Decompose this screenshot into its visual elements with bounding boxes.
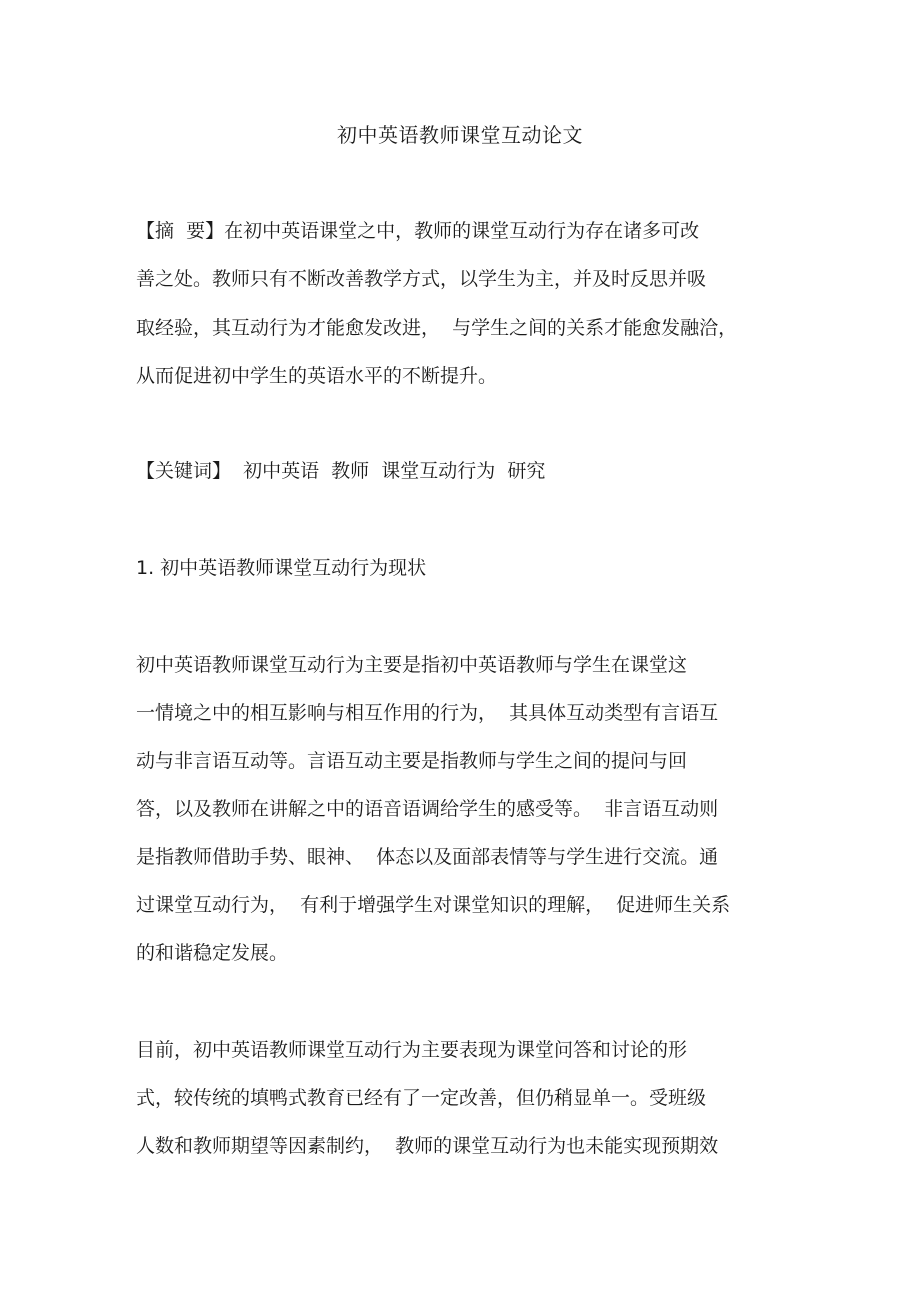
paragraph-line: 人数和教师期望等因素制约， 教师的课堂互动行为也未能实现预期效 <box>136 1135 719 1157</box>
keywords-line: 【关键词】 初中英语 教师 课堂互动行为 研究 <box>136 460 546 482</box>
abstract-line: 从而促进初中学生的英语水平的不断提升。 <box>136 365 498 387</box>
abstract-line: 善之处。教师只有不断改善教学方式，以学生为主，并及时反思并吸 <box>136 268 707 290</box>
paragraph-line: 一情境之中的相互影响与相互作用的行为， 其具体互动类型有言语互 <box>136 702 719 724</box>
section-heading: 1. 初中英语教师课堂互动行为现状 <box>136 557 427 579</box>
paragraph-line: 式，较传统的填鸭式教育已经有了一定改善，但仍稍显单一。受班级 <box>136 1087 707 1109</box>
paragraph-line: 目前，初中英语教师课堂互动行为主要表现为课堂问答和讨论的形 <box>136 1039 688 1061</box>
abstract-line: 【摘 要】在初中英语课堂之中，教师的课堂互动行为存在诸多可改 <box>136 220 700 242</box>
paragraph-line: 的和谐稳定发展。 <box>136 942 289 964</box>
abstract-line: 取经验，其互动行为才能愈发改进， 与学生之间的关系才能愈发融洽， <box>136 317 738 339</box>
paragraph-line: 过课堂互动行为， 有利于增强学生对课堂知识的理解， 促进师生关系 <box>136 894 731 916</box>
paragraph-line: 是指教师借助手势、眼神、 体态以及面部表情等与学生进行交流。通 <box>136 846 719 868</box>
document-title: 初中英语教师课堂互动论文 <box>337 123 583 147</box>
paragraph-line: 答，以及教师在讲解之中的语音语调给学生的感受等。 非言语互动则 <box>136 798 719 820</box>
paragraph-line: 初中英语教师课堂互动行为主要是指初中英语教师与学生在课堂这 <box>136 654 688 676</box>
paragraph-line: 动与非言语互动等。言语互动主要是指教师与学生之间的提问与回 <box>136 750 688 772</box>
